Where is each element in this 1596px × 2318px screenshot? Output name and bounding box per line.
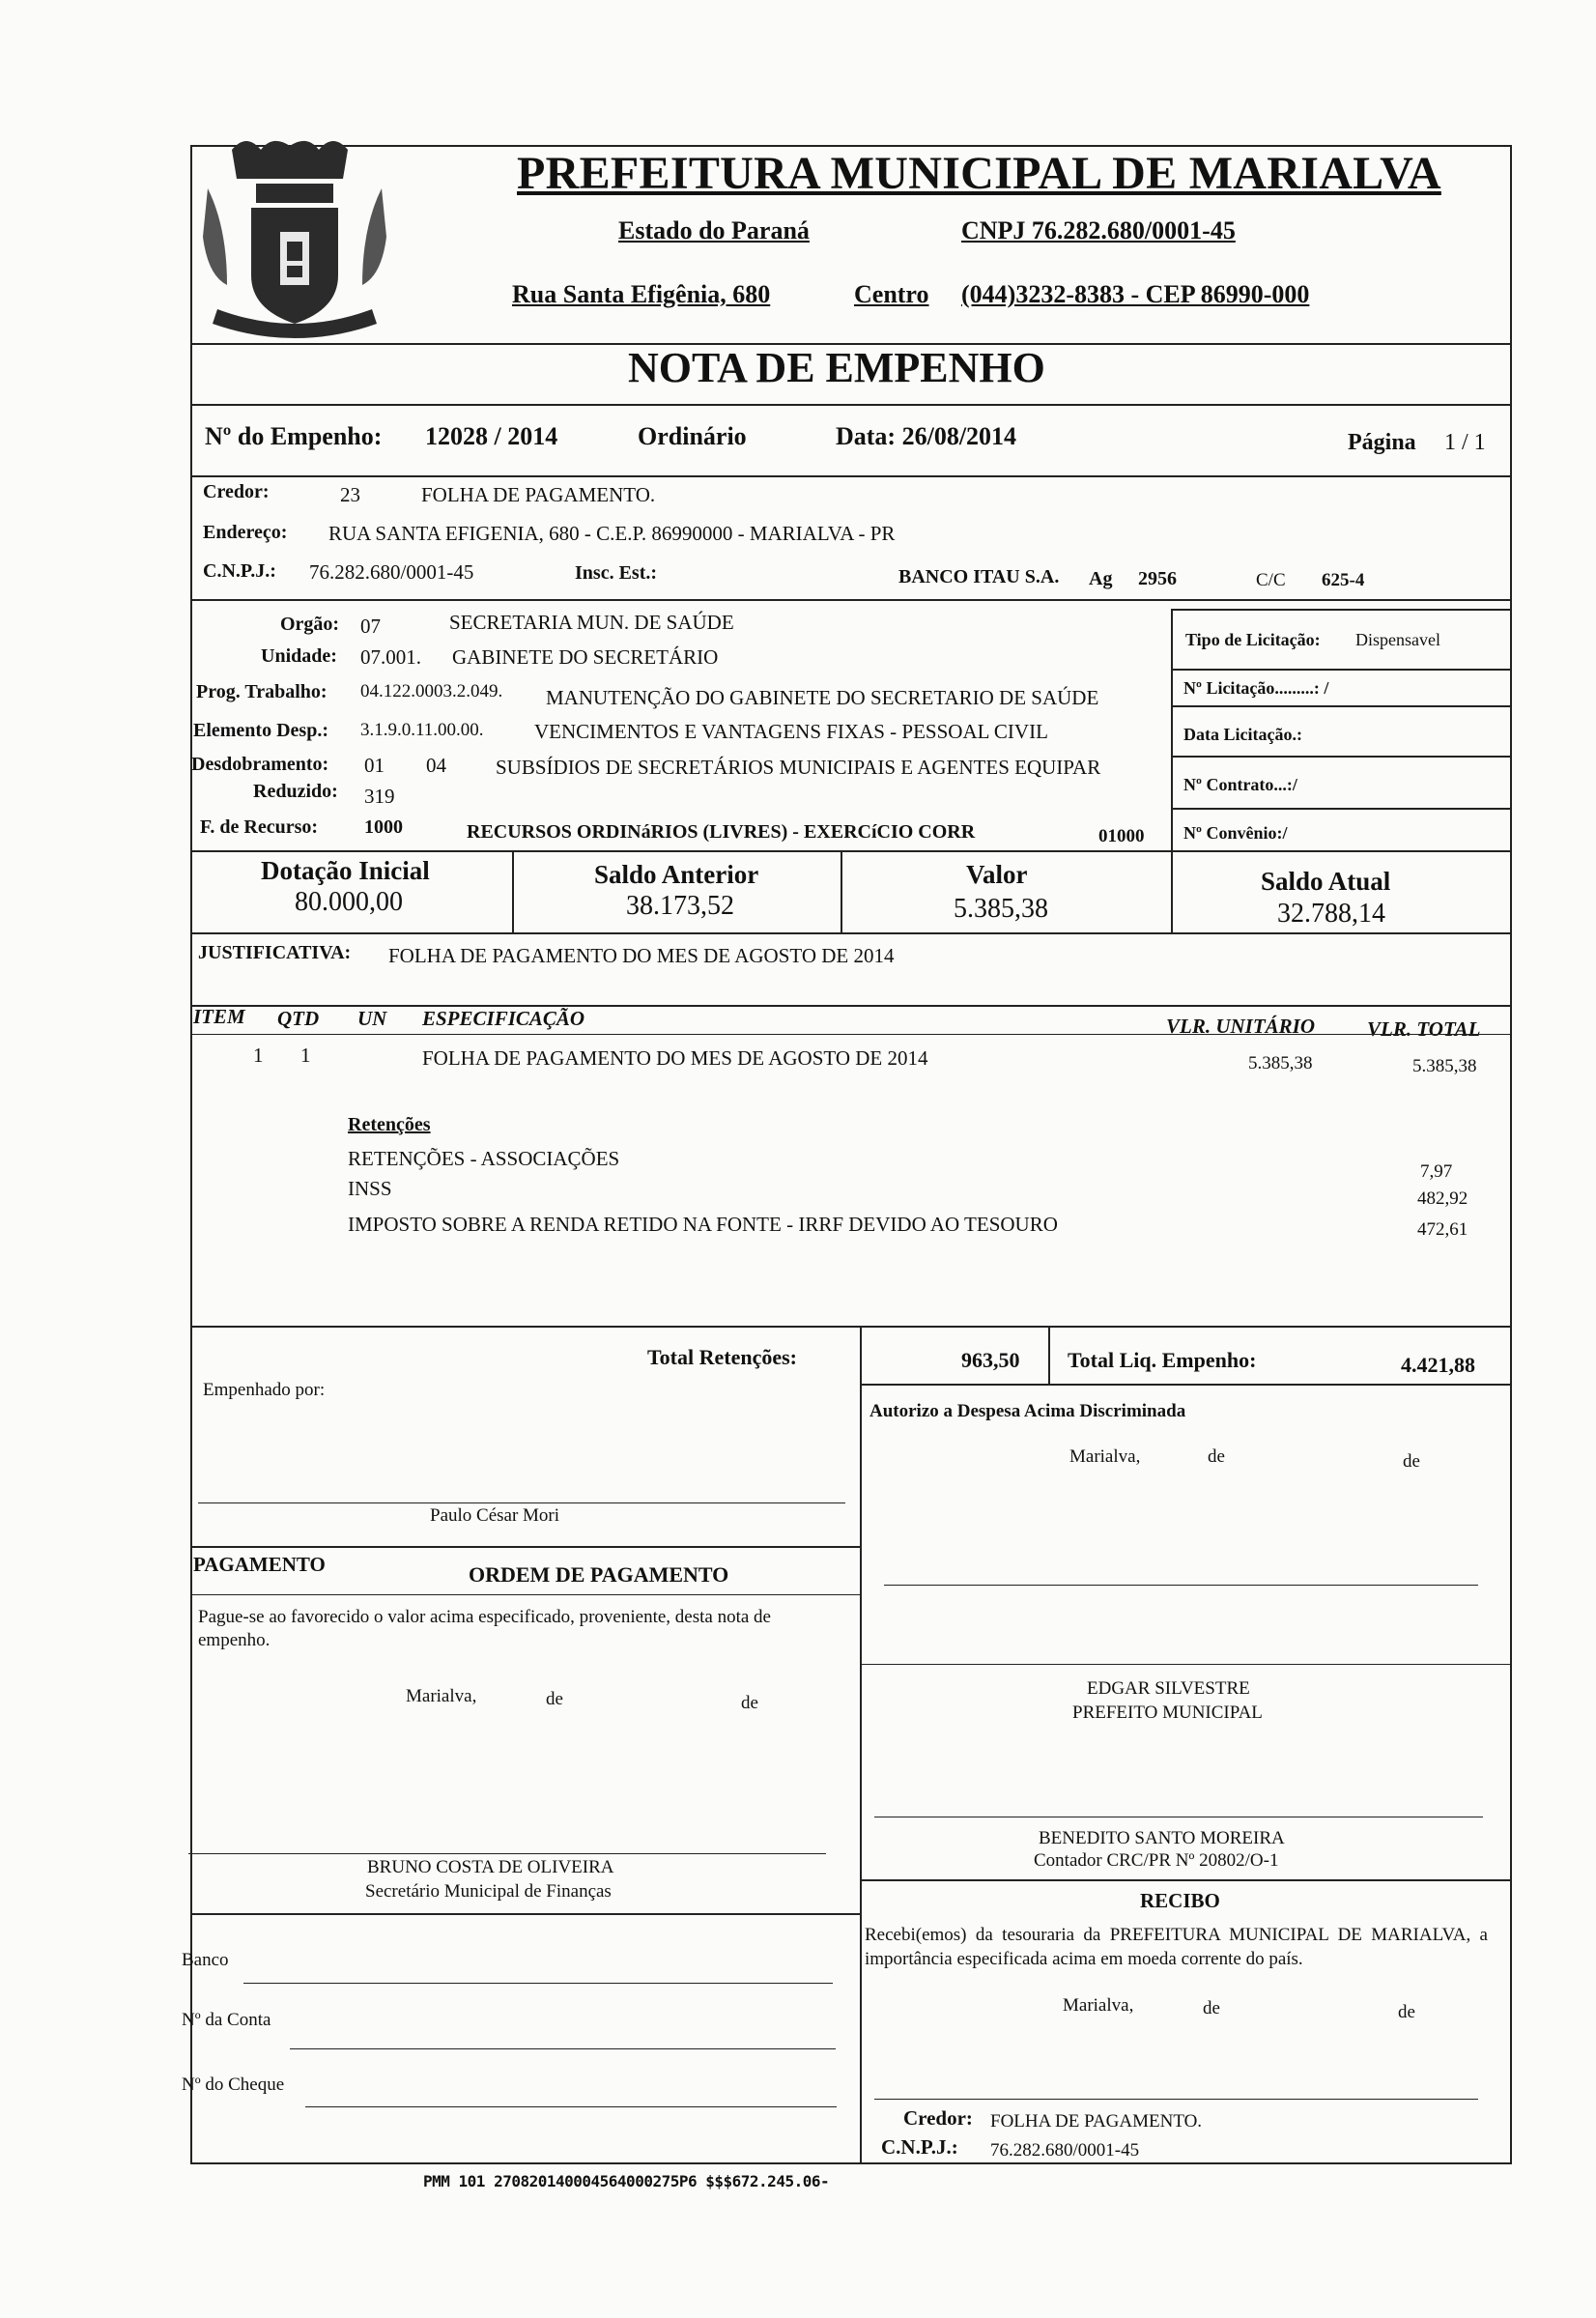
credor-label: Credor:	[203, 481, 270, 502]
desdobramento-name: SUBSÍDIOS DE SECRETÁRIOS MUNICIPAIS E AGENTES EQUIPAR	[496, 756, 1101, 779]
prog-label: Prog. Trabalho:	[196, 681, 328, 702]
desdobramento-a: 01	[364, 754, 385, 777]
desdobramento-b: 04	[426, 754, 446, 777]
col-un: UN	[357, 1007, 387, 1030]
col-qtd: QTD	[277, 1007, 320, 1030]
item-unit-value: 5.385,38	[1248, 1053, 1313, 1073]
total-retencoes-label: Total Retenções:	[647, 1345, 797, 1369]
unidade-label: Unidade:	[261, 645, 337, 667]
cnpj-header: CNPJ 76.282.680/0001-45	[961, 216, 1236, 244]
document-title: NOTA DE EMPENHO	[628, 344, 1045, 391]
municipality-title: PREFEITURA MUNICIPAL DE MARIALVA	[517, 148, 1441, 199]
col-especificacao: ESPECIFICAÇÃO	[422, 1007, 585, 1030]
credor-address: RUA SANTA EFIGENIA, 680 - C.E.P. 86990000 - MARIALVA - PR	[328, 522, 896, 545]
contador-nome: BENEDITO SANTO MOREIRA	[1039, 1828, 1285, 1848]
credor-code: 23	[340, 483, 360, 506]
recurso-number: 01000	[1098, 826, 1145, 846]
orgao-label: Orgão:	[280, 614, 340, 635]
recurso-name: RECURSOS ORDINáRIOS (LIVRES) - EXERCíCIO CORR	[467, 821, 976, 843]
tipo-licitacao-value: Dispensavel	[1355, 630, 1440, 649]
phone-cep-header: (044)3232-8383 - CEP 86990-000	[961, 280, 1310, 308]
saldo-atual-label: Saldo Atual	[1261, 867, 1391, 896]
item-total-value: 5.385,38	[1412, 1056, 1477, 1076]
conta-line	[290, 2048, 836, 2049]
ordem-pagamento-label: ORDEM DE PAGAMENTO	[469, 1562, 729, 1587]
banco-line	[243, 1983, 833, 1984]
recibo-text: Recebi(emos) da tesouraria da PREFEITURA MUNICIPAL DE MARIALVA, a importância especificada acima em moeda corrente do país.	[865, 1925, 1488, 1969]
footer-cnpj-value: 76.282.680/0001-45	[990, 2140, 1140, 2161]
licitacao-date: Data Licitação.:	[1183, 725, 1302, 744]
item-qtd: 1	[300, 1044, 311, 1067]
unidade-code: 07.001.	[360, 645, 421, 669]
secretario-nome: BRUNO COSTA DE OLIVEIRA	[367, 1857, 614, 1877]
banco-label: Banco	[182, 1950, 229, 1970]
empenhado-por-label: Empenhado por:	[203, 1380, 326, 1400]
item-number: 1	[253, 1044, 264, 1067]
total-retencoes-value: 963,50	[961, 1348, 1020, 1372]
agency-value: 2956	[1138, 568, 1177, 589]
cheque-label: Nº do Cheque	[182, 2075, 285, 2095]
total-liquido-value: 4.421,88	[1401, 1353, 1475, 1377]
address-label: Endereço:	[203, 522, 288, 543]
empenho-number: 12028 / 2014	[425, 422, 558, 450]
reduzido-label: Reduzido:	[253, 781, 338, 802]
pague-se-text: Pague-se ao favorecido o valor acima especificado, proveniente, desta nota de empenho.	[198, 1607, 771, 1650]
footer-credor-label: Credor:	[903, 2106, 973, 2130]
valor-label: Valor	[966, 860, 1028, 889]
agency-label: Ag	[1089, 568, 1113, 589]
autorizo-label: Autorizo a Despesa Acima Discriminada	[869, 1401, 1186, 1421]
valor-value: 5.385,38	[954, 894, 1048, 924]
cc-label: C/C	[1256, 570, 1286, 590]
footer-cnpj-label: C.N.P.J.:	[881, 2135, 958, 2159]
item-spec: FOLHA DE PAGAMENTO DO MES DE AGOSTO DE 2014	[422, 1046, 928, 1070]
secretario-cargo: Secretário Municipal de Finanças	[365, 1881, 612, 1902]
retencao-value: 7,97	[1420, 1161, 1453, 1182]
contador-cargo: Contador CRC/PR Nº 20802/O-1	[1034, 1850, 1279, 1871]
col-vlr-total: VLR. TOTAL	[1367, 1017, 1481, 1041]
contrato-number: Nº Contrato...:/	[1183, 775, 1297, 794]
retencao-name: IMPOSTO SOBRE A RENDA RETIDO NA FONTE - IRRF DEVIDO AO TESOURO	[348, 1213, 1058, 1236]
cheque-line	[305, 2106, 837, 2107]
page-value: 1 / 1	[1444, 430, 1486, 455]
total-liquido-label: Total Liq. Empenho:	[1068, 1348, 1257, 1372]
insc-label: Insc. Est.:	[575, 562, 658, 584]
credor-cnpj: 76.282.680/0001-45	[309, 560, 474, 584]
orgao-code: 07	[360, 615, 381, 638]
district-header: Centro	[854, 280, 929, 308]
prog-code: 04.122.0003.2.049.	[360, 681, 503, 701]
address-header: Rua Santa Efigênia, 680	[512, 280, 771, 308]
desdobramento-label: Desdobramento:	[191, 754, 329, 775]
recibo-city: Marialva,	[1063, 1995, 1134, 2016]
recibo-label: RECIBO	[1140, 1889, 1220, 1912]
empenhado-nome: Paulo César Mori	[430, 1505, 560, 1526]
empenho-type: Ordinário	[638, 422, 747, 450]
autorizo-de-2: de	[1403, 1451, 1420, 1472]
saldo-anterior-value: 38.173,52	[626, 891, 734, 921]
reduzido-value: 319	[364, 785, 395, 808]
prefeito-nome: EDGAR SILVESTRE	[1087, 1678, 1250, 1699]
bank-name: BANCO ITAU S.A.	[898, 566, 1060, 587]
unidade-name: GABINETE DO SECRETÁRIO	[452, 645, 719, 669]
saldo-atual-value: 32.788,14	[1277, 899, 1385, 929]
recurso-code: 1000	[364, 816, 403, 838]
saldo-anterior-label: Saldo Anterior	[594, 860, 759, 889]
elemento-label: Elemento Desp.:	[193, 720, 328, 741]
empenho-label: Nº do Empenho:	[205, 422, 383, 450]
tipo-licitacao-label: Tipo de Licitação:	[1185, 630, 1321, 649]
empenho-date: Data: 26/08/2014	[836, 422, 1017, 450]
cc-value: 625-4	[1322, 570, 1365, 590]
pagamento-de-1: de	[546, 1689, 563, 1709]
retencao-name: INSS	[348, 1177, 392, 1200]
col-item: ITEM	[193, 1005, 245, 1028]
retencao-name: RETENÇÕES - ASSOCIAÇÕES	[348, 1147, 620, 1170]
elemento-code: 3.1.9.0.11.00.00.	[360, 720, 484, 740]
recurso-label: F. de Recurso:	[200, 816, 319, 838]
autorizo-de-1: de	[1208, 1446, 1225, 1467]
convenio-number: Nº Convênio:/	[1183, 823, 1288, 843]
dotacao-label: Dotação Inicial	[261, 856, 430, 885]
footer-credor-value: FOLHA DE PAGAMENTO.	[990, 2111, 1203, 2132]
elemento-name: VENCIMENTOS E VANTAGENS FIXAS - PESSOAL CIVIL	[534, 720, 1048, 743]
col-vlr-unitario: VLR. UNITÁRIO	[1166, 1015, 1316, 1038]
justificativa-label: JUSTIFICATIVA:	[198, 942, 352, 963]
page-label: Página	[1348, 430, 1416, 455]
recibo-de-1: de	[1203, 1998, 1220, 2018]
justificativa-text: FOLHA DE PAGAMENTO DO MES DE AGOSTO DE 2014	[388, 944, 895, 967]
prefeito-cargo: PREFEITO MUNICIPAL	[1072, 1703, 1263, 1723]
retencao-value: 482,92	[1417, 1188, 1468, 1209]
credor-name: FOLHA DE PAGAMENTO.	[421, 483, 656, 506]
retencao-value: 472,61	[1417, 1219, 1468, 1240]
pagamento-city: Marialva,	[406, 1686, 477, 1706]
retencoes-title: Retenções	[348, 1114, 431, 1135]
coat-of-arms-icon	[198, 130, 391, 348]
pagamento-label: PAGAMENTO	[193, 1553, 326, 1576]
recibo-de-2: de	[1398, 2002, 1415, 2022]
conta-label: Nº da Conta	[182, 2010, 271, 2030]
orgao-name: SECRETARIA MUN. DE SAÚDE	[449, 611, 734, 634]
autorizo-city: Marialva,	[1069, 1446, 1141, 1467]
dotacao-value: 80.000,00	[295, 887, 403, 917]
cnpj-label: C.N.P.J.:	[203, 560, 276, 582]
state-label: Estado do Paraná	[618, 216, 810, 244]
prog-name: MANUTENÇÃO DO GABINETE DO SECRETARIO DE SAÚDE	[546, 686, 1099, 709]
licitacao-number: Nº Licitação.........: /	[1183, 678, 1329, 698]
pagamento-de-2: de	[741, 1693, 758, 1713]
barcode-text: PMM 101 270820140004564000275P6 $$$672.245.06-	[423, 2172, 830, 2190]
